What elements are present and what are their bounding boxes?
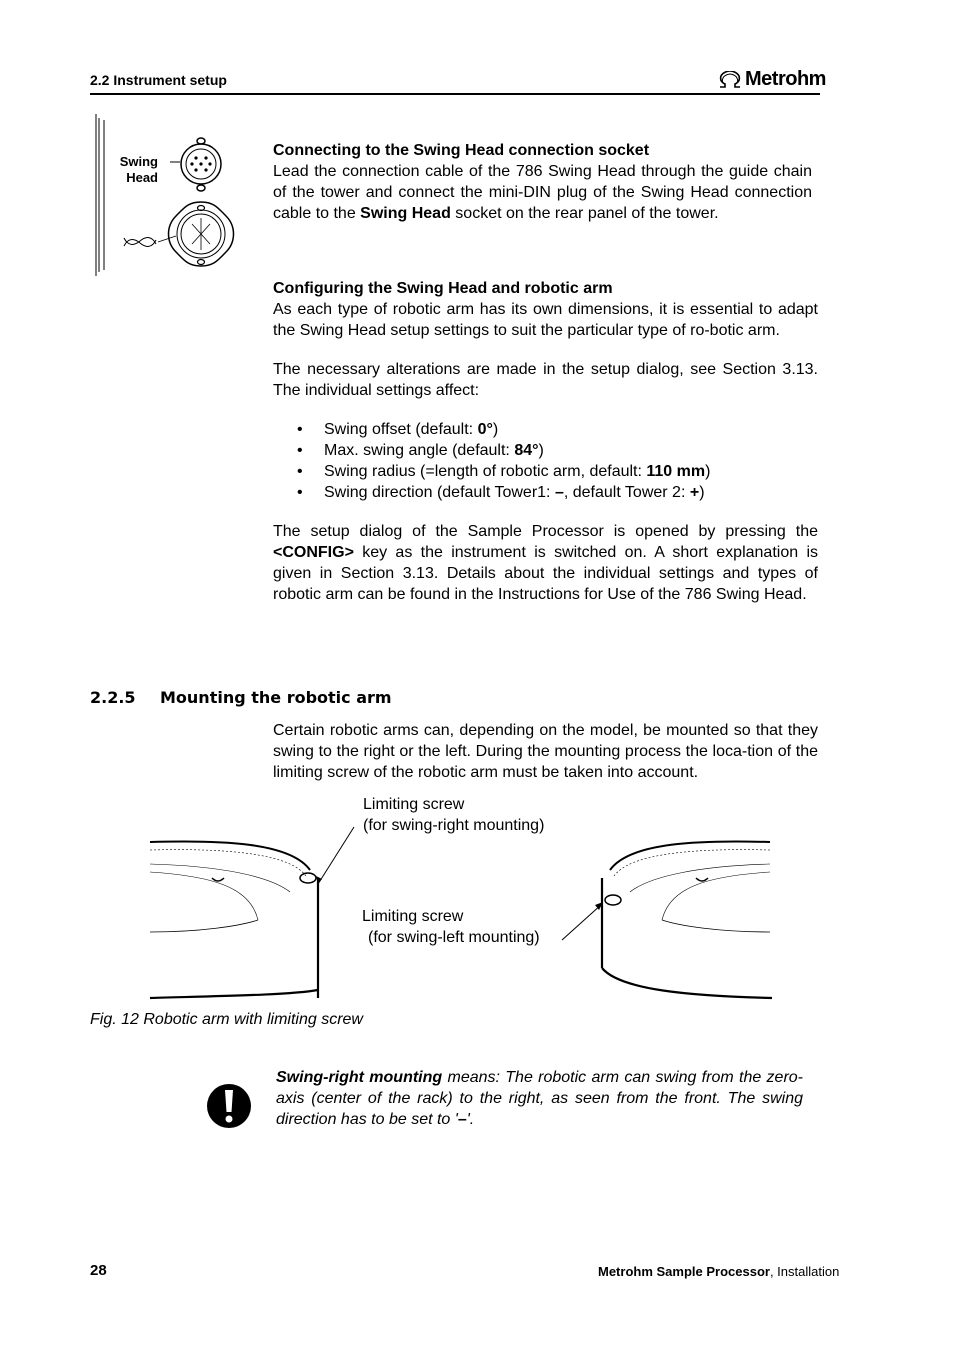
- list-item: • Swing offset (default: 0°): [273, 419, 818, 440]
- connecting-paragraph: [273, 161, 812, 224]
- swing-head-label-line1: Swing: [119, 154, 158, 169]
- list-item: • Swing direction (default Tower1: –, default Tower 2: +): [273, 482, 818, 503]
- label-swing-left: Limiting screw (for swing-left mounting): [362, 908, 540, 946]
- footer-doc-title: Metrohm Sample Processor, Installation: [598, 1264, 840, 1279]
- note-text: Swing-right mounting means: The robotic arm can swing from the zero-axis (center of the rack) to the right, as seen from the front. The swing direction has to be set to '–'.: [276, 1069, 803, 1128]
- metrohm-logo: [718, 68, 826, 91]
- swing-head-label-line2: Head: [126, 170, 158, 185]
- running-header-section: 2.2 Instrument setup: [90, 72, 227, 88]
- connecting-section: [273, 140, 812, 224]
- connecting-text-before: Lead the connection cable of the 786 Swing Head through the guide chain of the tower and connect the mini-DIN plug of the Swing Head connection cable to the: [273, 163, 812, 222]
- mounting-paragraph: Certain robotic arms can, depending on the model, be mounted so that they swing to the right or the left. During the mounting process the loca-tion of the limiting screw of the robotic arm must be taken into account.: [273, 722, 818, 781]
- note-bold: Swing-right mounting: [276, 1069, 443, 1086]
- header-rule: [90, 93, 820, 95]
- swing-head-socket-figure: [118, 134, 244, 278]
- margin-bars: [95, 114, 107, 276]
- rack-left: [150, 841, 318, 998]
- exclamation-icon: [206, 1082, 252, 1130]
- section-title: Mounting the robotic arm: [160, 688, 392, 707]
- connecting-text-bold: Swing Head: [360, 205, 451, 222]
- config-key: <CONFIG>: [273, 544, 354, 561]
- configuring-paragraph-1: As each type of robotic arm has its own dimensions, it is essential to adapt the Swing Head setup settings to suit the particular type of ro-botic arm.: [273, 301, 818, 339]
- configuring-paragraph-2: The necessary alterations are made in the setup dialog, see Section 3.13. The individual settings affect:: [273, 361, 818, 399]
- section-number: 2.2.5: [90, 688, 136, 707]
- figure-caption: Fig. 12 Robotic arm with limiting screw: [90, 1011, 363, 1028]
- connecting-text-after: socket on the rear panel of the tower.: [450, 205, 719, 222]
- configuring-paragraph-3: The setup dialog of the Sample Processor is opened by pressing the <CONFIG> key as the instrument is switched on. A short explanation is given in Section 3.13. Details about the individual settings and types of robotic arm can be found in the Instructions for Use of the 786 Swing Head.: [273, 523, 818, 603]
- configuring-heading: Configuring the Swing Head and robotic arm: [273, 280, 613, 297]
- configuring-section: [273, 278, 818, 605]
- page-number: 28: [90, 1262, 107, 1279]
- logo-text: Metrohm: [745, 68, 826, 90]
- connecting-heading: Connecting to the Swing Head connection socket: [273, 142, 650, 159]
- settings-list: [273, 419, 818, 503]
- list-item: • Swing radius (=length of robotic arm, default: 110 mm): [273, 461, 818, 482]
- list-item: • Max. swing angle (default: 84°): [273, 440, 818, 461]
- robotic-arm-figure: [140, 820, 780, 1005]
- omega-logo-icon: [718, 71, 742, 89]
- rack-right: [602, 841, 772, 998]
- label-swing-right: Limiting screw (for swing-right mounting): [363, 796, 545, 834]
